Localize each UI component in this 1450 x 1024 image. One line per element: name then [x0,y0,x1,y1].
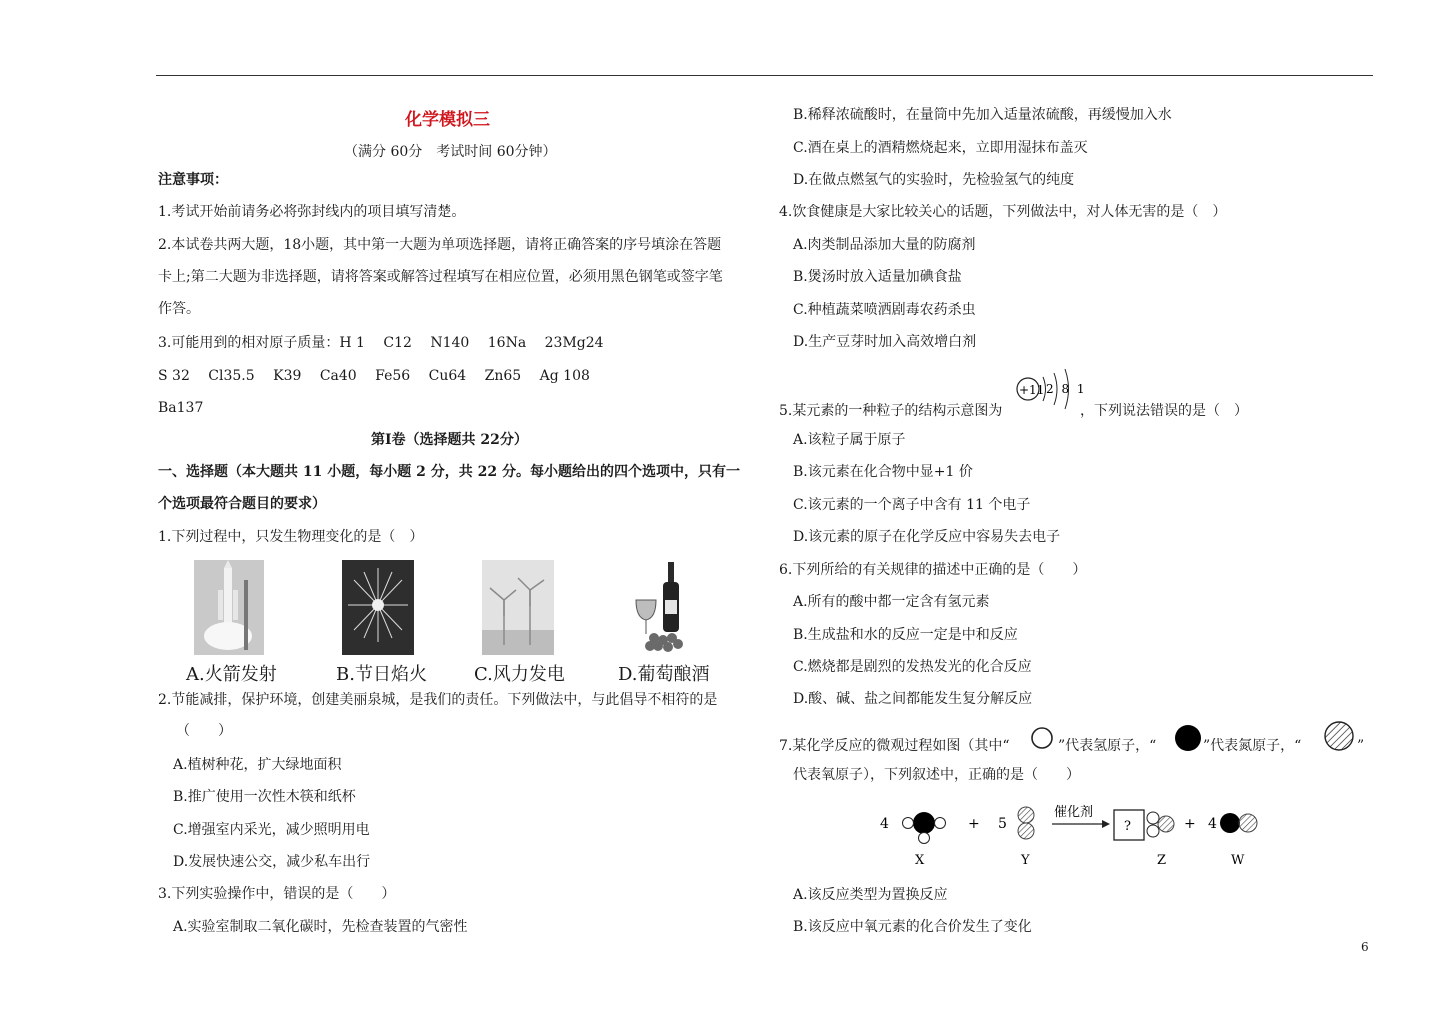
q3-option-c: C.酒在桌上的酒精燃烧起来，立即用湿抹布盖灭 [793,140,1088,156]
notice-item-2: 2.本试卷共两大题，18小题，其中第一大题为单项选择题，请将正确答案的序号填涂在答题 [158,237,722,253]
label-y: Y [1021,853,1030,868]
q5-option-d: D.该元素的原子在化学反应中容易失去电子 [793,529,1061,545]
nucleus-charge: +11 [1019,383,1045,397]
q7-stem: 7.某化学反应的微观过程如图（其中“ [779,738,1010,754]
notice-item-2-line3: 作答。 [158,301,200,317]
q4-option-b: B.煲汤时放入适量加碘食盐 [793,269,962,285]
rocket-launch-image [194,560,264,655]
q4-option-a: A.肉类制品添加大量的防腐剂 [793,237,976,253]
q1-caption-d: D.葡萄酿酒 [618,664,710,685]
plus-sign-2: + [1184,816,1196,832]
q7-stem-line2: 代表氧原子），下列叙述中，正确的是（ ） [793,767,1080,783]
atom-structure-diagram [1010,367,1087,413]
q1-caption-b: B.节日焰火 [336,664,427,685]
hydrogen-atom-icon [1030,725,1056,751]
notice-item-3-line3: Ba137 [158,400,204,416]
label-w: W [1231,853,1245,868]
q6-option-b: B.生成盐和水的反应一定是中和反应 [793,627,1018,643]
q5-option-b: B.该元素在化合物中显+1 价 [793,464,973,480]
q3-stem: 3.下列实验操作中，错误的是（ ） [158,886,396,902]
part1-heading: 第Ⅰ卷（选择题共 22分） [371,432,528,448]
section-instructions-line2: 个选项最符合题目的要求） [158,496,326,512]
q6-option-a: A.所有的酸中都一定含有氢元素 [793,594,990,610]
coefficient-x: 4 [880,816,889,832]
page-number: 6 [1361,940,1369,954]
q6-option-c: C.燃烧都是剧烈的发热发光的化合反应 [793,659,1032,675]
molecule-z-icon [1147,812,1174,837]
q6-stem: 6.下列所给的有关规律的描述中正确的是（ ） [779,562,1087,578]
electron-shells: 2 8 1 [1046,382,1087,396]
q1-caption-a: A.火箭发射 [186,664,277,685]
q7-stem-part3: ”代表氮原子，“ [1203,738,1302,754]
notice-item-2-line2: 卡上;第二大题为非选择题，请将答案或解答过程填写在相应位置，必须用黑色钢笔或签字笔 [158,269,723,285]
molecule-w-icon [1220,813,1257,833]
molecule-y-icon [1018,807,1034,839]
q7-option-a: A.该反应类型为置换反应 [793,887,948,903]
q2-stem-line2: （ ） [176,723,232,739]
q7-stem-part4: ” [1357,738,1365,754]
q1-caption-c: C.风力发电 [474,664,565,685]
oxygen-atom-icon [1322,719,1356,753]
q5-option-c: C.该元素的一个离子中含有 11 个电子 [793,497,1031,513]
notice-item-1: 1.考试开始前请务必将弥封线内的项目填写清楚。 [158,204,466,220]
molecule-x-icon [903,812,946,844]
q2-option-a: A.植树种花，扩大绿地面积 [173,757,342,773]
reaction-diagram [870,800,1270,870]
q5-option-a: A.该粒子属于原子 [793,432,906,448]
fireworks-image [342,560,414,655]
q7-stem-part2: ”代表氢原子，“ [1058,738,1157,754]
q3-option-b: B.稀释浓硫酸时，在量筒中先加入适量浓硫酸，再缓慢加入水 [793,107,1172,123]
q5-stem: 5.某元素的一种粒子的结构示意图为 [779,403,1003,419]
q4-option-c: C.种植蔬菜喷洒剧毒农药杀虫 [793,302,976,318]
page-title: 化学模拟三 [405,110,490,130]
page-subtitle: （满分 60分 考试时间 60分钟） [344,144,557,160]
coefficient-y: 5 [998,816,1007,832]
q2-option-c: C.增强室内采光，减少照明用电 [173,822,370,838]
q4-stem: 4.饮食健康是大家比较关心的话题，下列做法中，对人体无害的是（ ） [779,204,1227,220]
q4-option-d: D.生产豆芽时加入高效增白剂 [793,334,977,350]
q6-option-d: D.酸、碱、盐之间都能发生复分解反应 [793,691,1033,707]
catalyst-label: 催化剂 [1054,805,1094,820]
q3-option-a: A.实验室制取二氧化碳时，先检查装置的气密性 [173,919,468,935]
q1-options [184,560,724,685]
q2-option-b: B.推广使用一次性木筷和纸杯 [173,789,356,805]
wine-grapes-image [630,560,700,655]
notice-item-3: 3.可能用到的相对原子质量：H 1 C12 N140 16Na 23Mg24 [158,335,604,351]
coefficient-w: 4 [1208,816,1217,832]
plus-sign-1: + [968,816,980,832]
unknown-mark: ? [1124,819,1131,834]
q2-stem: 2.节能减排，保护环境，创建美丽泉城，是我们的责任。下列做法中，与此倡导不相符的是 [158,692,718,708]
section-instructions: 一、选择题（本大题共 11 小题，每小题 2 分，共 22 分。每小题给出的四个选项中，只有一 [158,464,740,480]
q7-option-b: B.该反应中氧元素的化合价发生了变化 [793,919,1032,935]
q1-stem: 1.下列过程中，只发生物理变化的是（ ） [158,529,424,545]
notice-item-3-line2: S 32 Cl35.5 K39 Ca40 Fe56 Cu64 Zn65 Ag 108 [158,368,590,384]
wind-turbine-image [482,560,554,655]
q2-option-d: D.发展快速公交，减少私车出行 [173,854,371,870]
label-z: Z [1157,853,1167,868]
q3-option-d: D.在做点燃氢气的实验时，先检验氢气的纯度 [793,172,1075,188]
header-rule [156,75,1373,76]
label-x: X [915,853,925,868]
q5-stem-end: ，下列说法错误的是（ ） [1080,403,1248,419]
nitrogen-atom-icon [1174,724,1202,752]
notice-heading: 注意事项： [158,172,228,188]
